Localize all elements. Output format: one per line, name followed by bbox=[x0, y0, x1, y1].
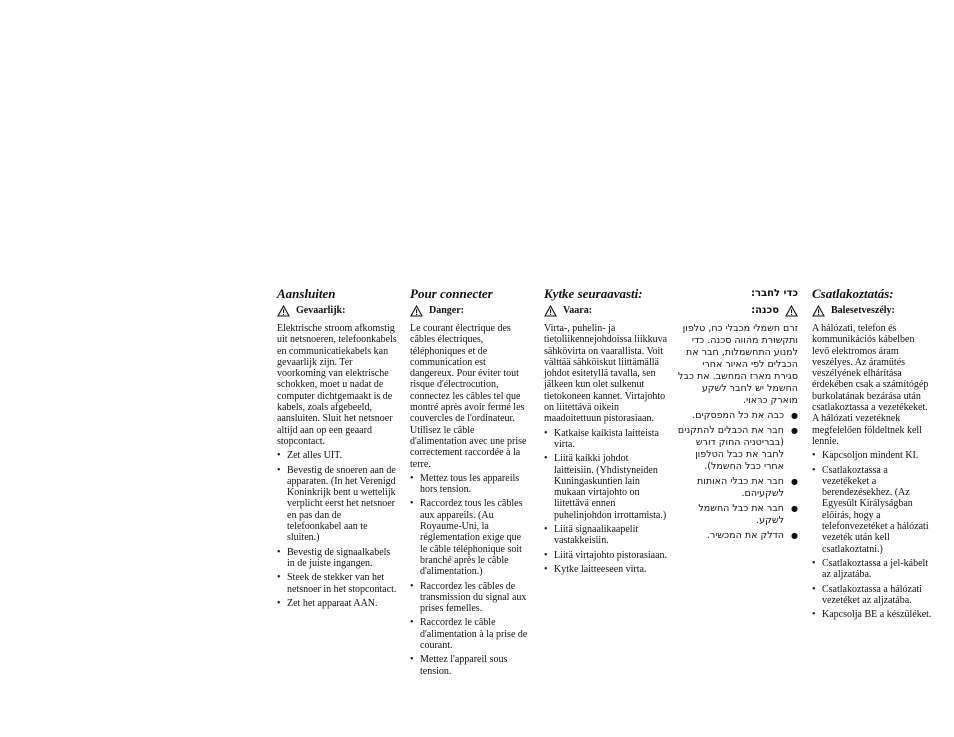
steps-list bbox=[544, 428, 668, 576]
warning-label: Balesetveszély: bbox=[831, 305, 895, 317]
warning-triangle-icon bbox=[812, 305, 825, 317]
steps-list bbox=[410, 473, 528, 677]
list-item: • Raccordez tous les câbles aux appareils. (Au Royaume-Uni, la réglementation exige que le câble téléphonique soit branché après le câble d'alimentation.) bbox=[410, 498, 528, 577]
section-title: Pour connecter bbox=[410, 286, 493, 301]
warning-label: סכנה: bbox=[751, 305, 779, 316]
section-title: כדי לחבר: bbox=[750, 288, 798, 299]
warning-triangle-icon bbox=[410, 305, 423, 317]
column-finnish bbox=[544, 286, 668, 578]
warning-triangle-icon bbox=[785, 305, 798, 317]
list-item: • Zet het apparaat AAN. bbox=[277, 598, 397, 609]
list-item: ● הדלק את המכשיר. bbox=[676, 530, 798, 542]
warning-text: Virta-, puhelin- ja tietoliikennejohdoissa liikkuva sähkövirta on vaarallista. Voit välttää sähköiskut liittämällä johdot esitetyllä tavalla, sen jälkeen kun olet sulkenut tietokoneen kannet. Virtajohto on liitettävä oikein maadoitettuun pistorasiaan. bbox=[544, 323, 668, 425]
list-item: • Kapcsolja BE a készüléket. bbox=[812, 609, 934, 620]
column-dutch bbox=[277, 286, 397, 612]
warning-text: A hálózati, telefon és kommunikációs kábelben levő elektromos áram veszélyes. Az áramütés veszélyének elhárítása érdekében csak a számítógép burkolatának bezárása után csatlakoztassa a vezetékeket. A hálózati vezetéknek megfelelően földeltnek kell lennie. bbox=[812, 323, 929, 447]
list-item: • Kytke laitteeseen virta. bbox=[544, 564, 668, 575]
warning-triangle-icon bbox=[544, 305, 557, 317]
list-item: • Kapcsoljon mindent KI. bbox=[812, 450, 934, 461]
list-item: ● חבר את הכבלים להתקנים (בבריטניה החוק דורש לחבר את כבל הטלפון אחרי כבל החשמל). bbox=[676, 425, 798, 473]
list-item: • Steek de stekker van het netsnoer in het stopcontact. bbox=[277, 572, 397, 595]
list-item: • Raccordez les câbles de transmission du signal aux prises femelles. bbox=[410, 581, 528, 615]
warning-heading bbox=[676, 305, 798, 317]
steps-list bbox=[277, 450, 397, 609]
steps-list bbox=[676, 410, 798, 542]
list-item: ● חבר את כבלי האותות לשקעיהם. bbox=[676, 476, 798, 500]
list-item: • Katkaise kaikista laitteista virta. bbox=[544, 428, 668, 451]
warning-triangle-icon bbox=[277, 305, 290, 317]
list-item: • Csatlakoztassa a jel-kábelt az aljzatába. bbox=[812, 558, 934, 581]
warning-label: Gevaarlijk: bbox=[296, 305, 346, 317]
section-title: Kytke seuraavasti: bbox=[544, 286, 643, 301]
section-title: Aansluiten bbox=[277, 286, 336, 301]
list-item: • Zet alles UIT. bbox=[277, 450, 397, 461]
list-item: • Bevestig de signaalkabels in de juiste ingangen. bbox=[277, 547, 397, 570]
list-item: ● חבר את כבל החשמל לשקע. bbox=[676, 503, 798, 527]
column-hungarian bbox=[812, 286, 934, 623]
list-item: • Mettez tous les appareils hors tension. bbox=[410, 473, 528, 496]
steps-list bbox=[812, 450, 934, 620]
warning-heading bbox=[277, 305, 397, 317]
list-item: • Liitä virtajohto pistorasiaan. bbox=[544, 550, 668, 561]
list-item: • Mettez l'appareil sous tension. bbox=[410, 654, 528, 677]
warning-label: Vaara: bbox=[563, 305, 593, 317]
list-item: • Liitä kaikki johdot laitteisiin. (Yhdistyneiden Kuningaskuntien lain mukaan virtajohto on liitettävä ennen puhelinjohdon irrottamista.) bbox=[544, 453, 668, 521]
warning-heading bbox=[544, 305, 668, 317]
column-french bbox=[410, 286, 528, 680]
list-item: • Liitä signaalikaapelit vastakkeisiin. bbox=[544, 524, 668, 547]
warning-text: Le courant électrique des câbles électriques, téléphoniques et de communication est dangereux. Pour éviter tout risque d'électrocution, connectez les câbles tel que montré après avoir fermé les couvercles de l'ordinateur. Utilisez le câble d'alimentation avec une prise correctement raccordée à la terre. bbox=[410, 323, 527, 470]
list-item: • Csatlakoztassa a vezetékeket a berendezésekhez. (Az Egyesült Királyságban előírás, hogy a telefonvezetéket a hálózati vezeték után kell csatlakoztatni.) bbox=[812, 465, 934, 555]
list-item: • Bevestig de snoeren aan de apparaten. (In het Verenigd Koninkrijk bent u wettelijk verplicht eerst het netsnoer en pas dan de telefoonkabel aan te sluiten.) bbox=[277, 465, 397, 544]
warning-heading bbox=[410, 305, 528, 317]
warning-text: זרם חשמלי מכבלי כח, טלפון ותקשורת מהווה סכנה. כדי למנוע התחשמלות, חבר את הכבלים לפי האיור אחרי סגירת מארז המחשב. את כבל החשמל יש לחבר לשקע מוארק כראוי. bbox=[678, 323, 798, 406]
section-title: Csatlakoztatás: bbox=[812, 286, 894, 301]
list-item: • Csatlakoztassa a hálózati vezetéket az aljzatába. bbox=[812, 584, 934, 607]
list-item: • Raccordez le câble d'alimentation à la prise de courant. bbox=[410, 617, 528, 651]
warning-heading bbox=[812, 305, 934, 317]
list-item: ● כבה את כל המפסקים. bbox=[676, 410, 798, 422]
warning-label: Danger: bbox=[429, 305, 464, 317]
warning-text: Elektrische stroom afkomstig uit netsnoeren, telefoonkabels en communicatiekabels kan gevaarlijk zijn. Ter voorkoming van elektrische schokken, moet u nadat de computer dichtgemaakt is de kabels, zoals afgebeeld, aansluiten. Sluit het netsnoer altijd aan op een geaard stopcontact. bbox=[277, 323, 397, 447]
column-hebrew bbox=[676, 286, 798, 545]
